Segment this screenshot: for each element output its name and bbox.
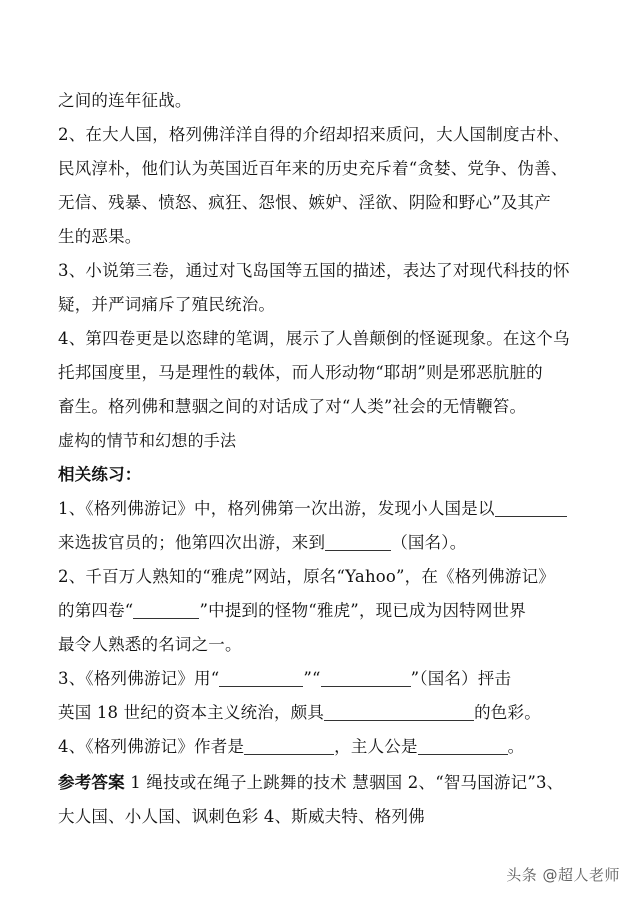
- answer-blank[interactable]: [133, 598, 199, 619]
- question-text: ，主人公是: [334, 737, 418, 756]
- question-text: 3、《格列佛游记》用“: [58, 669, 220, 688]
- text-line: 2、在大人国，格列佛洋洋自得的介绍却招来质问，大人国制度古朴、: [58, 125, 570, 144]
- answers-line-2: 大人国、小人国、讽刺色彩 4、斯威夫特、格列佛: [58, 807, 425, 826]
- watermark: 头条 @超人老师: [506, 866, 620, 884]
- answer-blank[interactable]: [219, 666, 303, 687]
- question-text: ”“: [303, 669, 321, 688]
- question-1-line-1: [58, 492, 598, 526]
- question-text: 的第四卷“: [58, 601, 134, 620]
- question-text: 英国 18 世纪的资本主义统治，颇具: [58, 703, 325, 722]
- answers-line-1: [58, 766, 598, 800]
- question-text: ”（国名）抨击: [410, 669, 512, 688]
- question-text: ”中提到的怪物“雅虎”，现已成为因特网世界: [199, 601, 526, 620]
- question-2-line-3: 最令人熟悉的名词之一。: [58, 635, 242, 654]
- answer-blank[interactable]: [495, 496, 567, 517]
- answers-text: 1 绳技或在绳子上跳舞的技术 慧骃国 2、“智马国游记”3、: [124, 773, 564, 792]
- answer-blank[interactable]: [418, 734, 508, 755]
- question-1-line-2: [58, 526, 598, 560]
- text-line: 生的恶果。: [58, 227, 142, 246]
- question-3-line-1: [58, 662, 598, 696]
- question-text: 1、《格列佛游记》中，格列佛第一次出游，发现小人国是以: [58, 499, 495, 518]
- question-3-line-2: [58, 696, 598, 730]
- text-line: 畜生。格列佛和慧骃之间的对话成了对“人类”社会的无情鞭笞。: [58, 397, 527, 416]
- text-line: 3、小说第三卷，通过对飞岛国等五国的描述，表达了对现代科技的怀: [58, 261, 570, 280]
- question-2-line-2: [58, 594, 598, 628]
- question-text: （国名）。: [391, 533, 467, 552]
- question-4-line-1: [58, 730, 598, 764]
- answer-blank[interactable]: [325, 530, 391, 551]
- subheading: 虚构的情节和幻想的手法: [58, 431, 237, 450]
- question-text: 来选拔官员的；他第四次出游，来到: [58, 533, 326, 552]
- answers-label: 参考答案: [58, 773, 125, 792]
- question-text: 4、《格列佛游记》作者是: [58, 737, 245, 756]
- answer-blank[interactable]: [244, 734, 334, 755]
- text-line: 民风淳朴，他们认为英国近百年来的历史充斥着“贪婪、党争、伪善、: [58, 159, 568, 178]
- exercises-title: 相关练习：: [58, 465, 142, 484]
- question-2-line-1: 2、千百万人熟知的“雅虎”网站，原名“Yahoo”，在《格列佛游记》: [58, 567, 555, 586]
- answer-blank[interactable]: [321, 666, 411, 687]
- question-text: 的色彩。: [474, 703, 541, 722]
- answer-blank[interactable]: [324, 700, 474, 721]
- text-line: 4、第四卷更是以恣肆的笔调，展示了人兽颠倒的怪诞现象。在这个乌: [58, 329, 570, 348]
- question-text: 。: [507, 737, 525, 756]
- document-content: [58, 84, 598, 834]
- text-line: 无信、残暴、愤怒、疯狂、怨恨、嫉妒、淫欲、阴险和野心”及其产: [58, 193, 551, 212]
- text-line: 疑，并严词痛斥了殖民统治。: [58, 295, 276, 314]
- text-line: 之间的连年征战。: [58, 91, 192, 110]
- text-line: 托邦国度里，马是理性的载体，而人形动物“耶胡”则是邪恶肮脏的: [58, 363, 543, 382]
